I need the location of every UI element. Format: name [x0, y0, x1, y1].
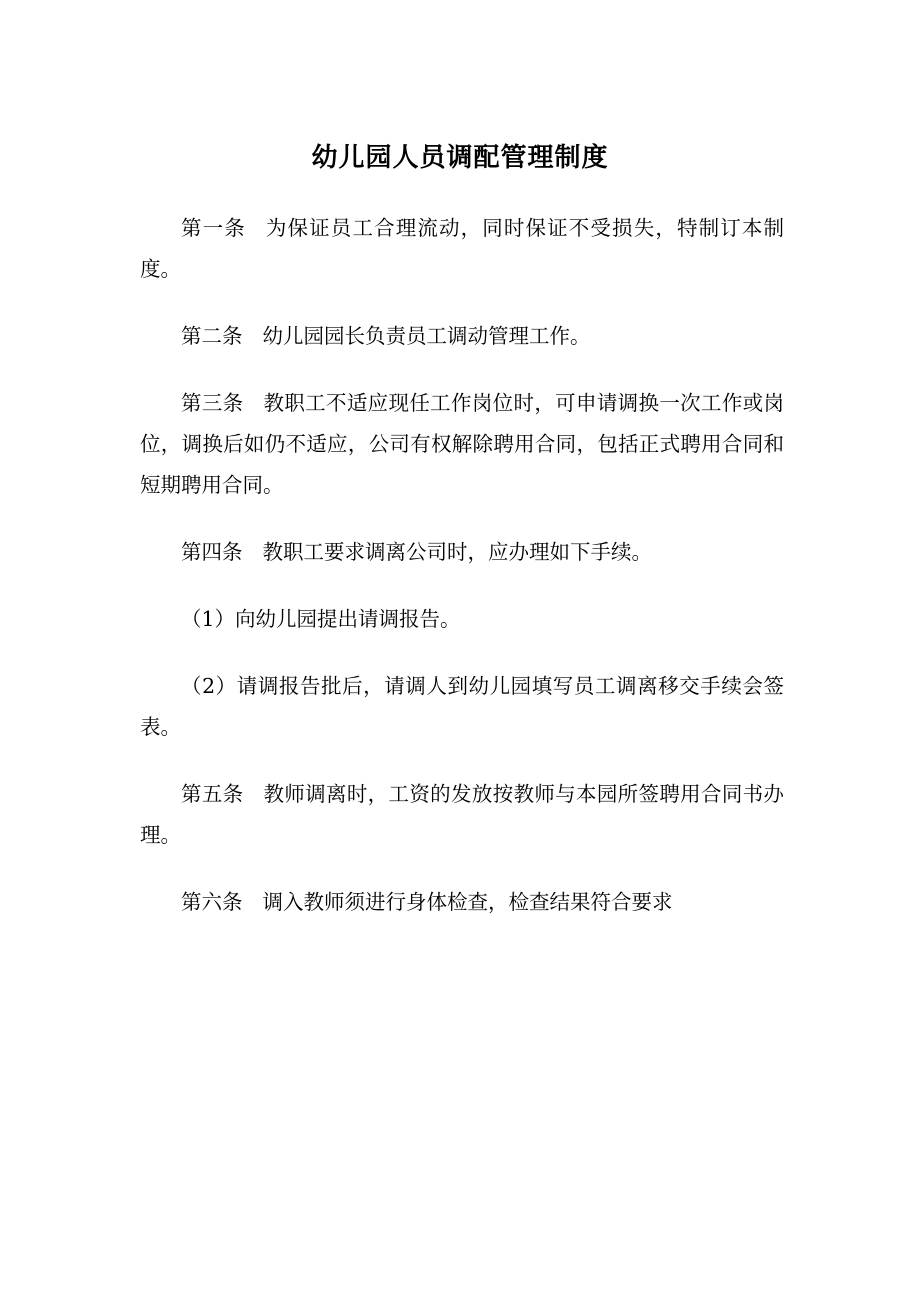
- article-number: 第六条: [181, 890, 243, 914]
- item-text: （1）向幼儿园提出请调报告。: [181, 607, 461, 631]
- article-4-item-2: [140, 666, 784, 748]
- article-text: 幼儿园园长负责员工调动管理工作。: [262, 324, 591, 348]
- article-4: [140, 532, 784, 573]
- article-text: 调入教师须进行身体检查，检查结果符合要求: [262, 890, 673, 914]
- article-number: 第五条: [181, 782, 244, 806]
- document-body: [140, 208, 784, 949]
- article-number: 第四条: [181, 540, 243, 564]
- article-number: 第二条: [181, 324, 243, 348]
- article-3: [140, 383, 784, 506]
- article-2: [140, 316, 784, 357]
- article-text: 为保证员工合理流动，同时保证不受损失，特制订本制度。: [140, 216, 785, 281]
- item-text: （2）请调报告批后，请调人到幼儿园填写员工调离移交手续会签表。: [140, 674, 784, 739]
- article-number: 第三条: [181, 391, 244, 415]
- article-5: [140, 774, 784, 856]
- article-text: 教师调离时，工资的发放按教师与本园所签聘用合同书办理。: [140, 782, 784, 847]
- article-6: [140, 882, 784, 923]
- article-number: 第一条: [181, 216, 246, 240]
- article-text: 教职工不适应现任工作岗位时，可申请调换一次工作或岗位，调换后如仍不适应，公司有权解除聘用合同，包括正式聘用合同和短期聘用合同。: [140, 391, 784, 497]
- document-title: 幼儿园人员调配管理制度: [311, 143, 609, 173]
- article-1: [140, 208, 784, 290]
- article-4-item-1: [140, 599, 784, 640]
- article-text: 教职工要求调离公司时，应办理如下手续。: [262, 540, 652, 564]
